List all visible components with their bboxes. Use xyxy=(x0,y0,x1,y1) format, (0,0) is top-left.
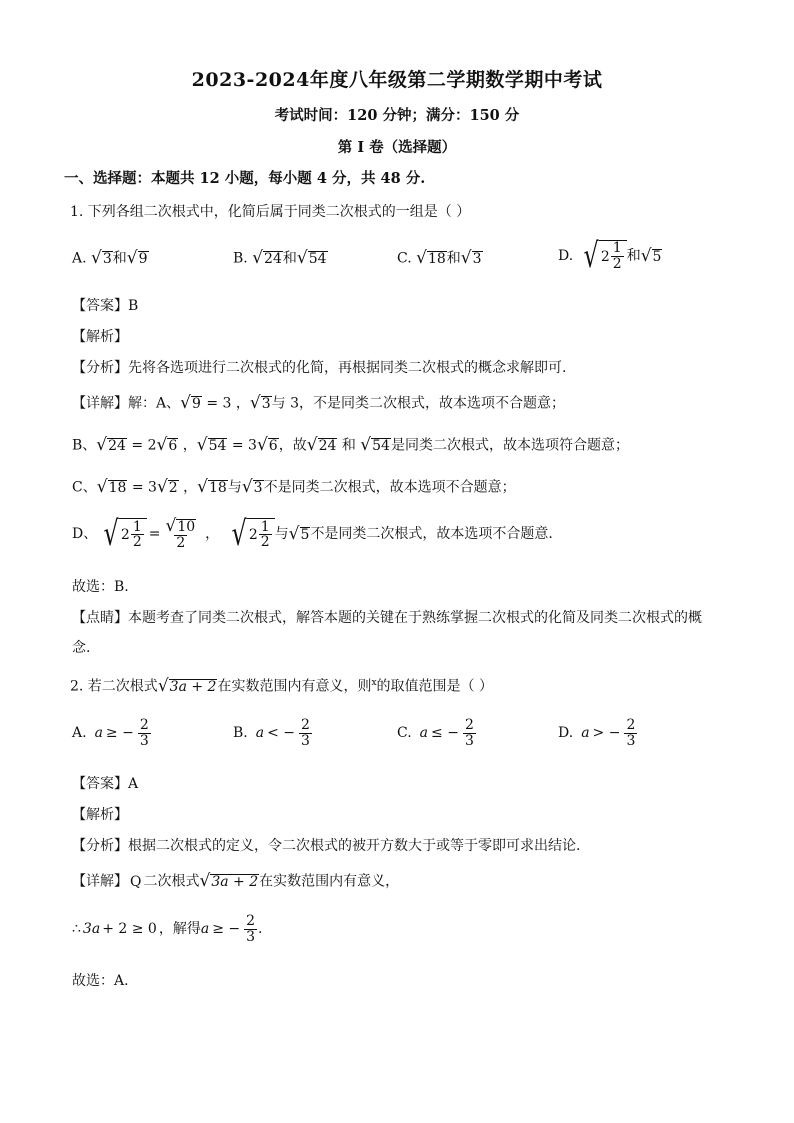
q1-detail-b: B、 √ 24 = 2 √ 6 ， √ 54 = 3 √ 6 ，故 √ 24 和 √ 54 是同类二次根式，故本选项符合题意； xyxy=(72,435,629,455)
q2-option-d: D. a > − $\frac{2}{3}$ xyxy=(558,717,636,749)
q1-detail-c: C、 √ 18 = 3 √ 2 ， √ 18 与 √ 3 不是同类二次根式，故本选项不合题意； xyxy=(72,477,516,497)
q2-answer: 【答案】A xyxy=(72,776,139,792)
q1-option-a: A. √ 3 和 √ 9 xyxy=(72,248,148,268)
q2-choose: 故选：A. xyxy=(72,973,129,989)
q2-option-a: A. a ≥ − $\frac{2}{3}$ xyxy=(72,717,149,749)
q2-fenxi: 【分析】根据二次根式的定义，令二次根式的被开方数大于或等于零即可求出结论. xyxy=(72,838,581,854)
q1-detail-a: 【详解】解：A、 √ 9 = 3 ， √ 3 与 3，不是同类二次根式，故本选项不合题意； xyxy=(72,393,566,413)
q1-choose: 故选：B. xyxy=(72,579,129,595)
q1-option-c: C. √ 18 和 √ 3 xyxy=(397,248,482,268)
q2-detail: 【详解】 Q 二次根式 √ 3a + 2 在实数范围内有意义， xyxy=(72,871,400,891)
q1-dianjing-line1: 【点睛】本题考查了同类二次根式，解答本题的关键在于熟练掌握二次根式的化简及同类二次根式的概 xyxy=(72,610,702,626)
q2-option-b: B. a < − $\frac{2}{3}$ xyxy=(233,717,310,749)
q2-analysis-head: 【解析】 xyxy=(72,807,128,823)
q2-solve: ∴ 3a + 2 ≥ 0 ，解得 a ≥ − $\frac{2}{3}$ . xyxy=(72,913,263,945)
q1-answer: 【答案】B xyxy=(72,298,139,314)
q1-fenxi: 【分析】先将各选项进行二次根式的化简，再根据同类二次根式的概念求解即可. xyxy=(72,360,567,376)
exam-title: 2023-2024年度八年级第二学期数学期中考试 xyxy=(191,69,603,91)
q2-option-c: C. a ≤ − $\frac{2}{3}$ xyxy=(397,717,474,749)
exam-subtitle: 考试时间：120 分钟；满分：150 分 xyxy=(274,107,520,124)
q2-stem: 2. 若二次根式 √ 3a + 2 在实数范围内有意义，则$^x$的取值范围是（ ） xyxy=(70,676,493,696)
q1-option-b: B. √ 24 和 √ 54 xyxy=(233,248,327,268)
q1-detail-d: D、 √ 2 $\frac{1}{2}$ = √ 10 2 ， √ 2 $\frac{1}{2}$ 与 √ 5 不是同类二次根式，故本选项不合题意. xyxy=(72,514,553,555)
section-heading: 一、选择题：本题共 12 小题，每小题 4 分，共 48 分. xyxy=(64,170,426,187)
volume-heading: 第 I 卷（选择题） xyxy=(337,139,457,156)
q1-option-d: D. √ 2 $\frac{1}{2}$ 和 √ 5 xyxy=(558,236,662,276)
q1-stem: 1. 下列各组二次根式中，化简后属于同类二次根式的一组是（ ） xyxy=(70,204,471,220)
q1-dianjing-line2: 念. xyxy=(72,640,91,656)
q1-analysis-head: 【解析】 xyxy=(72,329,128,345)
